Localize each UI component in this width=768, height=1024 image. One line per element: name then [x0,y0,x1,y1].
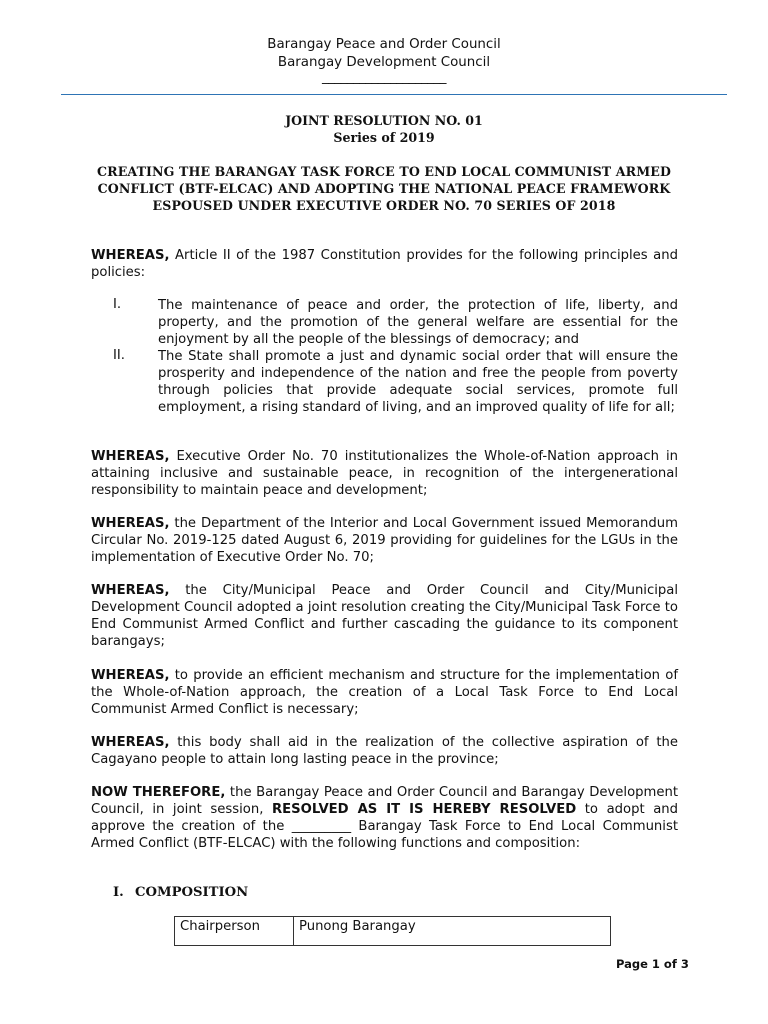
whereas-keyword: WHEREAS, [91,248,170,263]
principle-number: I. [113,297,122,312]
whereas-clause-eo70 [91,448,678,499]
resolution-title: CREATING THE BARANGAY TASK FORCE TO END LOCAL COMMUNIST ARMED CONFLICT (BTF-ELCAC) AND ADOPTING THE NATIONAL PEACE FRAMEWORK ESPOUSED UNDER EXECUTIVE ORDER NO. 70 SERIES OF 2018 [97,164,671,214]
whereas-keyword: WHEREAS, [91,583,170,598]
section-number: I. [113,885,124,900]
composition-table [174,916,611,946]
whereas-keyword: WHEREAS, [91,449,170,464]
whereas-keyword: WHEREAS, [91,516,170,531]
principle-text: The maintenance of peace and order, the protection of life, liberty, and property, and the promotion of the general welfare are essential for the enjoyment by all the people of the blessings of democracy; and [158,298,678,347]
whereas-clause-dilg [91,515,678,566]
whereas-text: Article II of the 1987 Constitution provides for the following principles and policies: [91,248,678,280]
whereas-clause-cagayano [91,734,678,768]
whereas-text: Executive Order No. 70 institutionalizes the Whole-of-Nation approach in attaining inclusive and sustainable peace, in recognition of the intergenerational responsibility to maintain peace and development; [91,449,678,498]
section-title: COMPOSITION [135,885,249,900]
whereas-text: the Department of the Interior and Local Government issued Memorandum Circular No. 2019-125 dated August 6, 2019 providing for guidelines for the LGUs in the implementation of Executive Order No. 70; [91,516,678,565]
now-therefore-keyword: NOW THEREFORE, [91,785,226,800]
resolution-number: JOINT RESOLUTION NO. 01 [285,113,483,128]
principle-number: II. [113,348,125,363]
barangay-name-blank: ____________________ [322,70,446,85]
council-name-development: Barangay Development Council [277,55,491,70]
header-divider [61,94,727,95]
whereas-text: this body shall aid in the realization of the collective aspiration of the Cagayano people to attain long lasting peace in the province; [91,735,678,767]
role-cell: Chairperson [175,917,294,946]
resolution-series: Series of 2019 [333,130,435,145]
page-number: Page 1 of 3 [616,957,689,971]
whereas-keyword: WHEREAS, [91,735,170,750]
resolving-text: the Barangay Peace and Order Council and Barangay Development Council, in joint session, [91,785,678,817]
whereas-clause-mechanism [91,667,678,718]
resolving-text: to adopt and approve the creation of the _________ Barangay Task Force to End Local Communist Armed Conflict (BTF-ELCAC) with the following functions and composition: [91,802,679,851]
whereas-keyword: WHEREAS, [91,668,170,683]
resolving-clause [91,784,678,852]
whereas-text: to provide an efficient mechanism and structure for the implementation of the Whole-of-Nation approach, the creation of a Local Task Force to End Local Communist Armed Conflict is necessary; [91,668,678,717]
whereas-clause-city-municipal [91,582,678,650]
table-row [175,917,611,946]
section-heading-composition [113,885,248,900]
council-name-peace-order: Barangay Peace and Order Council [267,37,501,52]
member-cell: Punong Barangay [294,917,611,946]
whereas-text: the City/Municipal Peace and Order Council and City/Municipal Development Council adopted a joint resolution creating the City/Municipal Task Force to End Communist Armed Conflict and further cascading the guidance to its component barangays; [91,583,678,649]
resolved-keyword: RESOLVED AS IT IS HEREBY RESOLVED [272,802,577,817]
principle-text: The State shall promote a just and dynamic social order that will ensure the prosperity and independence of the nation and free the people from poverty through policies that provide adequate social services, promote full employment, a rising standard of living, and an improved quality of life for all; [158,349,678,415]
whereas-clause-constitution [91,247,678,281]
